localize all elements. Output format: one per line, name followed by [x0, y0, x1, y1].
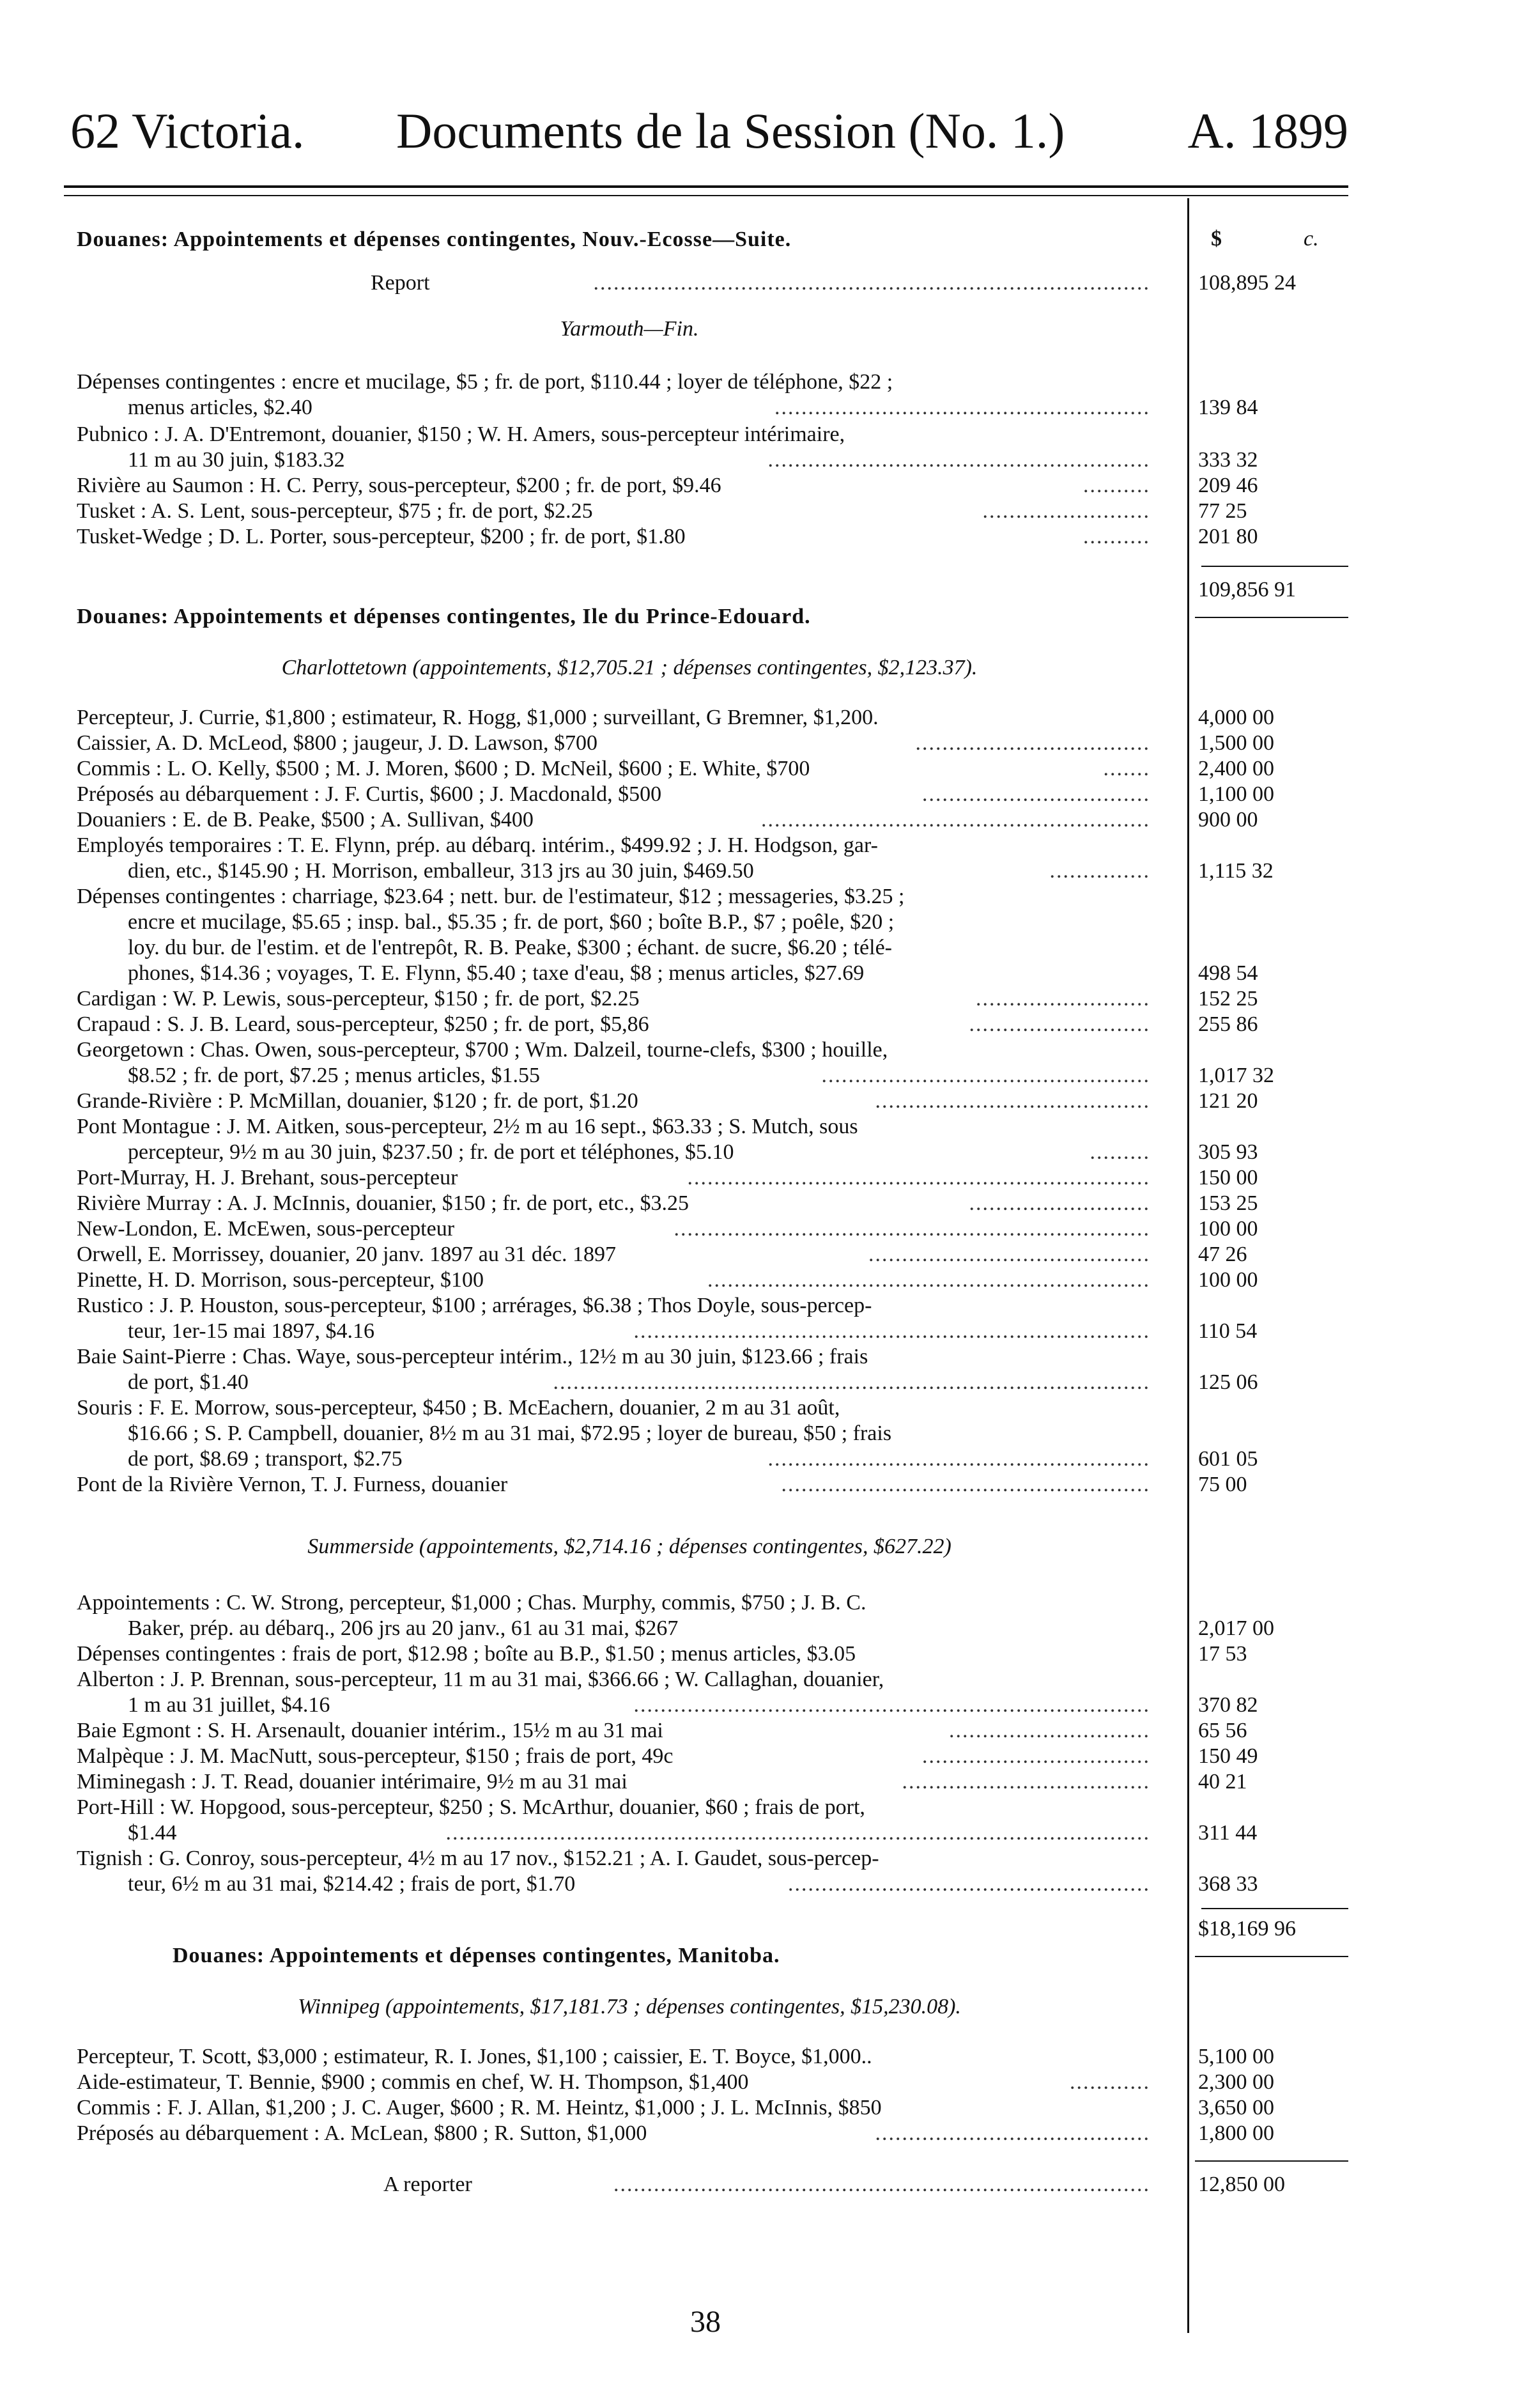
- subheading-charlottetown: Charlottetown (appointements, $12,705.21 ; dépenses contingentes, $2,123.37).: [281, 656, 978, 679]
- entry-line: percepteur, 9½ m au 30 juin, $237.50 ; fr. de port et téléphones, $5.10 ......... 305 93: [128, 1140, 1258, 1164]
- entry-line: teur, 1er-15 mai 1897, $4.16 ............................................................................. 110 54: [128, 1319, 1258, 1343]
- section-heading-manitoba: Douanes: Appointements et dépenses contingentes, Manitoba.: [173, 1944, 780, 1967]
- entry-line: Souris : F. E. Morrow, sous-percepteur, $450 ; B. McEachern, douanier, 2 m au 31 août,: [77, 1397, 840, 1420]
- entry-line: de port, $8.69 ; transport, $2.75 ......................................................... 601 05: [128, 1447, 1258, 1471]
- subheading-summerside: Summerside (appointements, $2,714.16 ; dépenses contingentes, $627.22): [307, 1535, 951, 1558]
- entry-line: Préposés au débarquement : A. McLean, $800 ; R. Sutton, $1,000 ......................................... 1,800 00: [77, 2121, 1274, 2145]
- entry-line: 1 m au 31 juillet, $4.16 ............................................................................. 370 82: [128, 1693, 1258, 1717]
- entry-line: Miminegash : J. T. Read, douanier intérimaire, 9½ m au 31 mai ..................................... 40 21: [77, 1770, 1247, 1794]
- entry-line: Tusket-Wedge ; D. L. Porter, sous-percepteur, $200 ; fr. de port, $1.80 .......... 201 80: [77, 525, 1258, 548]
- subheading-yarmouth: Yarmouth—Fin.: [560, 317, 699, 341]
- entry-line: Orwell, E. Morrissey, douanier, 20 janv. 1897 au 31 déc. 1897 .......................................... 47 26: [77, 1243, 1247, 1266]
- header-title: Documents de la Session (No. 1.): [396, 103, 1065, 159]
- entry-line: Pont Montague : J. M. Aitken, sous-percepteur, 2½ m au 16 sept., $63.33 ; S. Mutch, sous: [77, 1115, 858, 1138]
- entry-line: Pont de la Rivière Vernon, T. J. Furness, douanier ....................................................... 75 00: [77, 1473, 1247, 1496]
- header-rule-thin: [64, 195, 1348, 196]
- section-total: $18,169 96: [1198, 1917, 1296, 1941]
- entry-line: Rivière au Saumon : H. C. Perry, sous-percepteur, $200 ; fr. de port, $9.46 .......... 209 46: [77, 474, 1258, 497]
- section-total: 109,856 91: [1198, 578, 1296, 601]
- entry-line: Dépenses contingentes : frais de port, $12.98 ; boîte au B.P., $1.50 ; menus articles, $3.05 17 53: [77, 1642, 1247, 1666]
- entry-line: Port-Hill : W. Hopgood, sous-percepteur, $250 ; S. McArthur, douanier, $60 ; frais de port,: [77, 1796, 865, 1819]
- dollar-column-label: $: [1211, 227, 1222, 251]
- page-header: [70, 102, 1348, 160]
- entry-line: phones, $14.36 ; voyages, T. E. Flynn, $5.40 ; taxe d'eau, $8 ; menus articles, $27.69 498 54: [128, 961, 1258, 985]
- entry-line: Rivière Murray : A. J. McInnis, douanier, $150 ; fr. de port, etc., $3.25 ........................... 153 25: [77, 1191, 1258, 1215]
- entry-line: Tusket : A. S. Lent, sous-percepteur, $75 ; fr. de port, $2.25 ......................... 77 25: [77, 499, 1247, 523]
- entry-line: Commis : F. J. Allan, $1,200 ; J. C. Auger, $600 ; R. M. Heintz, $1,000 ; J. L. McInnis, $850 3,650 00: [77, 2096, 1274, 2119]
- entry-line: Percepteur, J. Currie, $1,800 ; estimateur, R. Hogg, $1,000 ; surveillant, G Bremner, $1,200. 4,000 00: [77, 706, 1274, 729]
- entry-line: menus articles, $2.40 ........................................................ 139 84: [128, 396, 1258, 419]
- entry-line: Rustico : J. P. Houston, sous-percepteur, $100 ; arrérages, $6.38 ; Thos Doyle, sous-percep-: [77, 1294, 872, 1317]
- entry-line: Port-Murray, H. J. Brehant, sous-percepteur ..................................................................... 150 00: [77, 1166, 1258, 1189]
- entry-line: Douaniers : E. de B. Peake, $500 ; A. Sullivan, $400 .......................................................... 900 00: [77, 808, 1258, 832]
- entry-line: Dépenses contingentes : encre et mucilage, $5 ; fr. de port, $110.44 ; loyer de téléphone, $22 ;: [77, 371, 893, 394]
- report-line: Report ................................................................................... 108,895 24: [371, 271, 1296, 295]
- subtotal-rule: [1201, 566, 1348, 567]
- entry-line: $1.44 ......................................................................................................... 311 44: [128, 1821, 1258, 1845]
- section-heading-nouvelle-ecosse: Douanes: Appointements et dépenses contingentes, Nouv.-Ecosse—Suite.: [77, 228, 792, 251]
- entry-line: $8.52 ; fr. de port, $7.25 ; menus articles, $1.55 ................................................. 1,017 32: [128, 1064, 1274, 1087]
- entry-line: Dépenses contingentes : charriage, $23.64 ; nett. bur. de l'estimateur, $12 ; messageries, $3.25 ;: [77, 885, 905, 908]
- entry-line: Alberton : J. P. Brennan, sous-percepteur, 11 m au 31 mai, $366.66 ; W. Callaghan, douanier,: [77, 1668, 884, 1691]
- entry-line: dien, etc., $145.90 ; H. Morrison, emballeur, 313 jrs au 30 juin, $469.50 ............... 1,115 32: [128, 859, 1274, 883]
- entry-line: Préposés au débarquement : J. F. Curtis, $600 ; J. Macdonald, $500 .................................. 1,100 00: [77, 782, 1274, 806]
- header-year: A. 1899: [1187, 103, 1348, 159]
- section-heading-ile-du-prince-edouard: Douanes: Appointements et dépenses contingentes, Ile du Prince-Edouard.: [77, 605, 811, 628]
- entry-line: de port, $1.40 ......................................................................................... 125 06: [128, 1370, 1258, 1394]
- entry-line: Employés temporaires : T. E. Flynn, prép. au débarq. intérim., $499.92 ; J. H. Hodgson, gar-: [77, 834, 878, 857]
- total-rule: [1195, 617, 1348, 618]
- entry-line: Baie Saint-Pierre : Chas. Waye, sous-percepteur intérim., 12½ m au 30 juin, $123.66 ; frais: [77, 1345, 868, 1368]
- entry-line: Aide-estimateur, T. Bennie, $900 ; commis en chef, W. H. Thompson, $1,400 ............ 2,300 00: [77, 2070, 1274, 2094]
- entry-line: Pinette, H. D. Morrison, sous-percepteur, $100 .................................................................. 100 00: [77, 1268, 1258, 1292]
- entry-line: Appointements : C. W. Strong, percepteur, $1,000 ; Chas. Murphy, commis, $750 ; J. B. C.: [77, 1592, 866, 1615]
- header-rule: [64, 185, 1348, 188]
- entry-line: Percepteur, T. Scott, $3,000 ; estimateur, R. I. Jones, $1,100 ; caissier, E. T. Boyce, $1,000.. 5,100 00: [77, 2045, 1274, 2068]
- entry-line: Caissier, A. D. McLeod, $800 ; jaugeur, J. D. Lawson, $700 ................................... 1,500 00: [77, 731, 1274, 755]
- subheading-winnipeg: Winnipeg (appointements, $17,181.73 ; dépenses contingentes, $15,230.08).: [298, 1995, 961, 2018]
- entry-line: Baker, prép. au débarq., 206 jrs au 20 janv., 61 au 31 mai, $267 2,017 00: [128, 1616, 1274, 1640]
- entry-line: Cardigan : W. P. Lewis, sous-percepteur, $150 ; fr. de port, $2.25 .......................... 152 25: [77, 987, 1258, 1011]
- entry-line: $16.66 ; S. P. Campbell, douanier, 8½ m au 31 mai, $72.95 ; loyer de bureau, $50 ; frais: [128, 1422, 892, 1445]
- header-session: 62 Victoria.: [70, 103, 305, 159]
- entry-line: Grande-Rivière : P. McMillan, douanier, $120 ; fr. de port, $1.20 ......................................... 121 20: [77, 1089, 1258, 1113]
- total-rule: [1195, 1956, 1348, 1957]
- entry-line: Baie Egmont : S. H. Arsenault, douanier intérim., 15½ m au 31 mai .............................. 65 56: [77, 1719, 1247, 1742]
- entry-line: Commis : L. O. Kelly, $500 ; M. J. Moren, $600 ; D. McNeil, $600 ; E. White, $700 ....... 2,400 00: [77, 757, 1274, 780]
- entry-line: encre et mucilage, $5.65 ; insp. bal., $5.35 ; fr. de port, $60 ; boîte B.P., $7 ; poêle, $20 ;: [128, 911, 895, 934]
- entry-line: Crapaud : S. J. B. Leard, sous-percepteur, $250 ; fr. de port, $5,86 ........................... 255 86: [77, 1012, 1258, 1036]
- entry-line: Georgetown : Chas. Owen, sous-percepteur, $700 ; Wm. Dalzeil, tourne-clefs, $300 ; houille,: [77, 1039, 888, 1062]
- entry-line: Malpèque : J. M. MacNutt, sous-percepteur, $150 ; frais de port, 49c .................................. 150 49: [77, 1744, 1258, 1768]
- entry-line: Tignish : G. Conroy, sous-percepteur, 4½ m au 17 nov., $152.21 ; A. I. Gaudet, sous-percep-: [77, 1847, 879, 1870]
- entry-line: 11 m au 30 juin, $183.32 ......................................................... 333 32: [128, 448, 1258, 472]
- subtotal-rule: [1195, 2160, 1348, 2162]
- entry-line: New-London, E. McEwen, sous-percepteur ....................................................................... 100 00: [77, 1217, 1258, 1241]
- carry-forward-line: A reporter ................................................................................ 12,850 00: [383, 2173, 1285, 2196]
- entry-line: Pubnico : J. A. D'Entremont, douanier, $150 ; W. H. Amers, sous-percepteur intérimaire,: [77, 423, 845, 446]
- entry-line: loy. du bur. de l'estim. et de l'entrepôt, R. B. Peake, $300 ; échant. de sucre, $6.20 ; télé-: [128, 936, 892, 959]
- page-number: 38: [690, 2305, 721, 2339]
- cent-column-label: c.: [1304, 227, 1319, 251]
- entry-line: teur, 6½ m au 31 mai, $214.42 ; frais de port, $1.70 ...................................................... 368 33: [128, 1872, 1258, 1896]
- subtotal-rule: [1201, 1908, 1348, 1909]
